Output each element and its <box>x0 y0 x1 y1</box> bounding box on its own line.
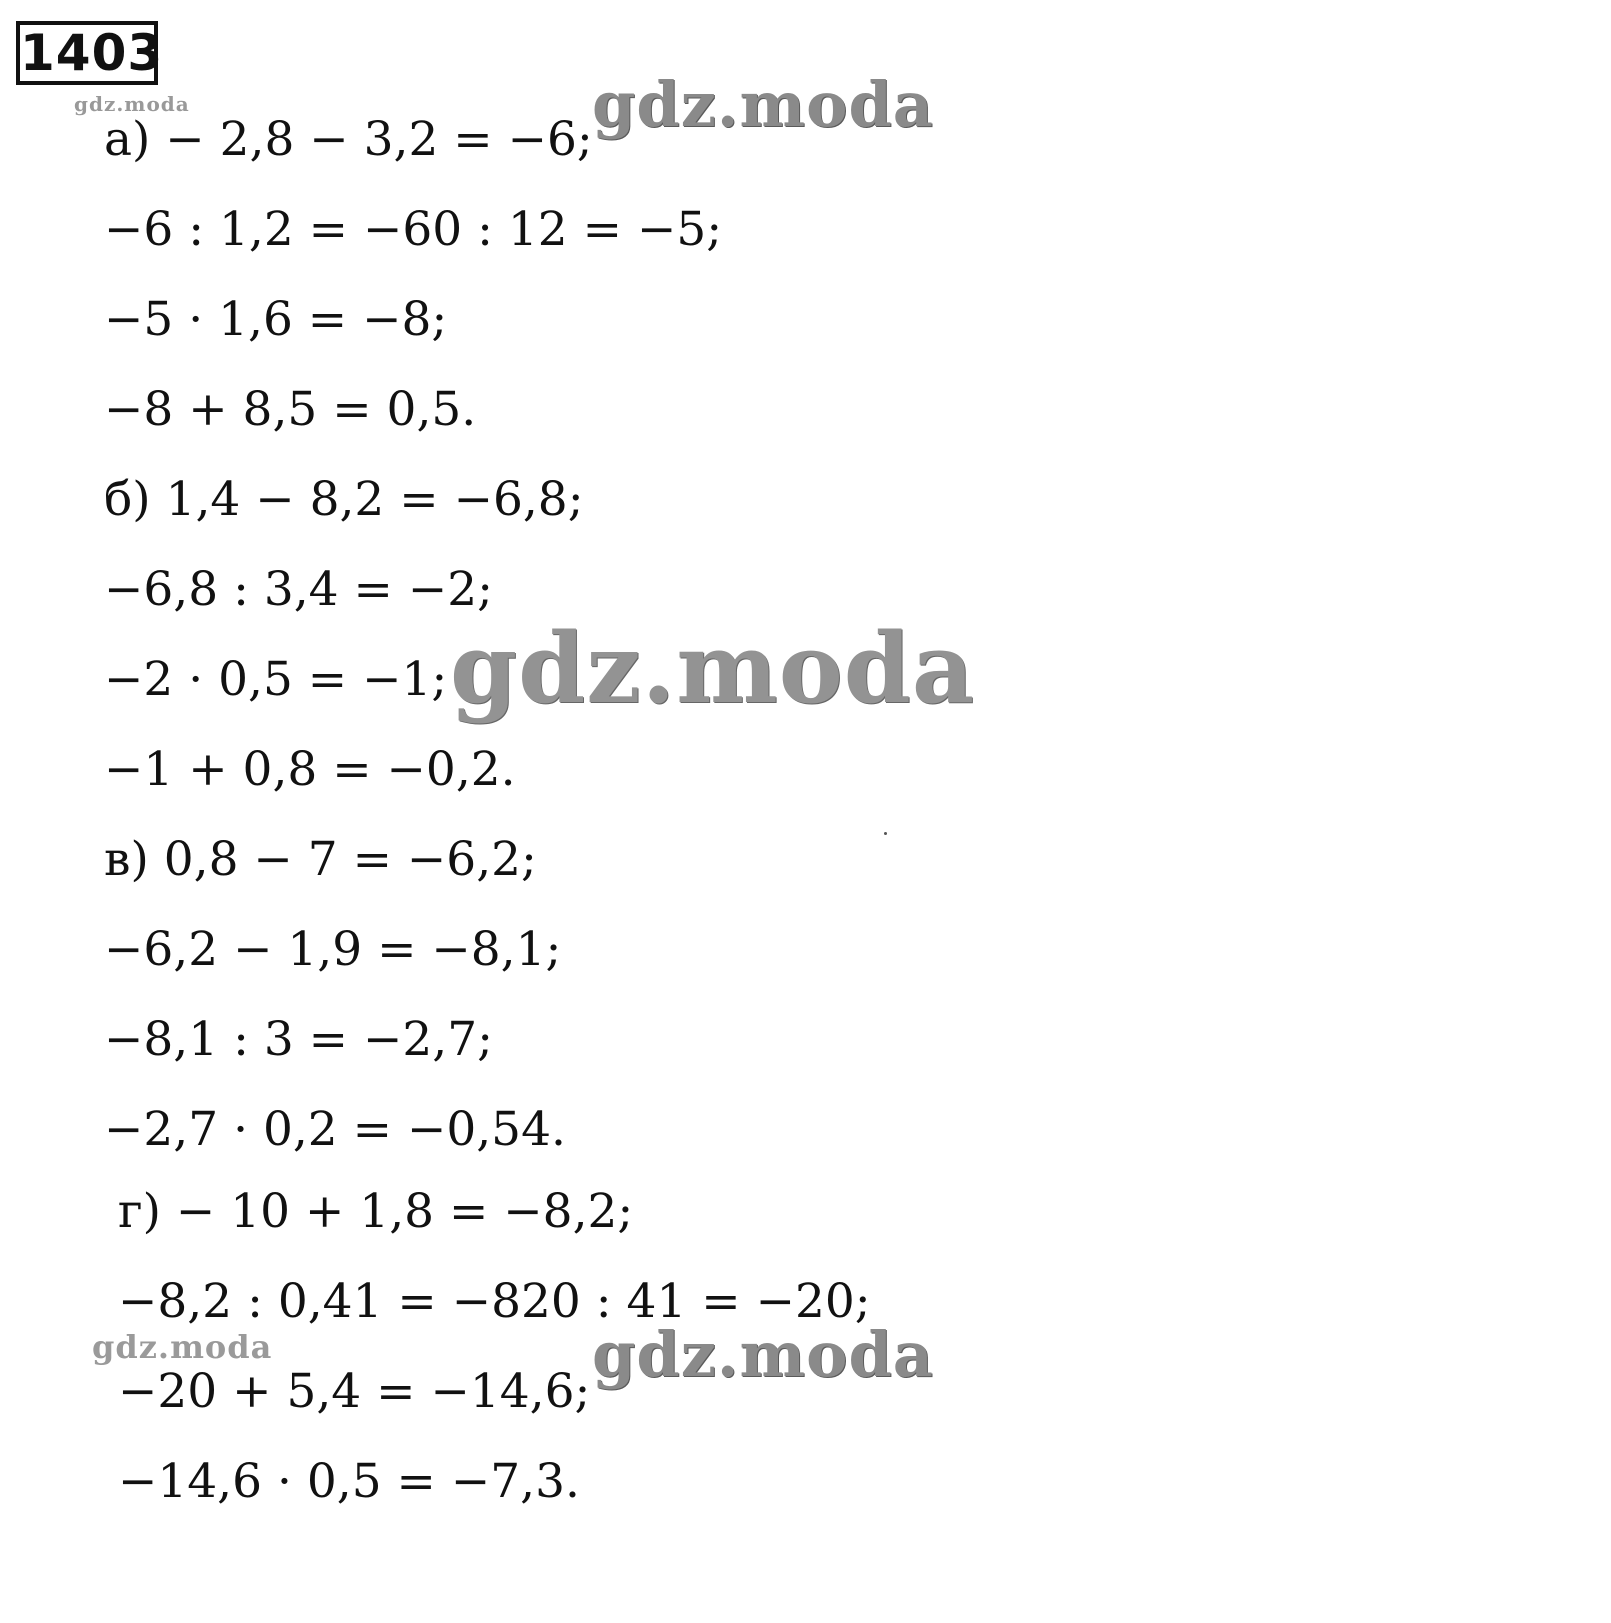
solution-line: −8,2 : 0,41 = −820 : 41 = −20; <box>118 1274 871 1329</box>
solution-line: а) − 2,8 − 3,2 = −6; <box>104 112 593 167</box>
solution-line: −2,7 · 0,2 = −0,54. <box>104 1102 566 1157</box>
solution-line: в) 0,8 − 7 = −6,2; <box>104 832 537 887</box>
watermark-top: gdz.moda <box>592 68 934 141</box>
solution-line: г) − 10 + 1,8 = −8,2; <box>118 1184 634 1239</box>
solution-line: −20 + 5,4 = −14,6; <box>118 1364 591 1419</box>
scan-speck <box>884 832 887 835</box>
watermark-bottom-left: gdz.moda <box>92 1328 273 1366</box>
solution-line: −5 · 1,6 = −8; <box>104 292 448 347</box>
solution-line: б) 1,4 − 8,2 = −6,8; <box>104 472 584 527</box>
solution-line: −1 + 0,8 = −0,2. <box>104 742 516 797</box>
solution-line: −6,2 − 1,9 = −8,1; <box>104 922 562 977</box>
watermark-middle: gdz.moda <box>450 612 976 725</box>
solution-line: −6 : 1,2 = −60 : 12 = −5; <box>104 202 723 257</box>
solution-line: −2 · 0,5 = −1; <box>104 652 448 707</box>
solution-line: −8 + 8,5 = 0,5. <box>104 382 477 437</box>
solution-line: −14,6 · 0,5 = −7,3. <box>118 1454 580 1509</box>
problem-number: 1403 <box>16 21 158 85</box>
solution-line: −8,1 : 3 = −2,7; <box>104 1012 493 1067</box>
solution-line: −6,8 : 3,4 = −2; <box>104 562 493 617</box>
watermark-small: gdz.moda <box>74 92 190 116</box>
watermark-bottom: gdz.moda <box>592 1318 934 1391</box>
